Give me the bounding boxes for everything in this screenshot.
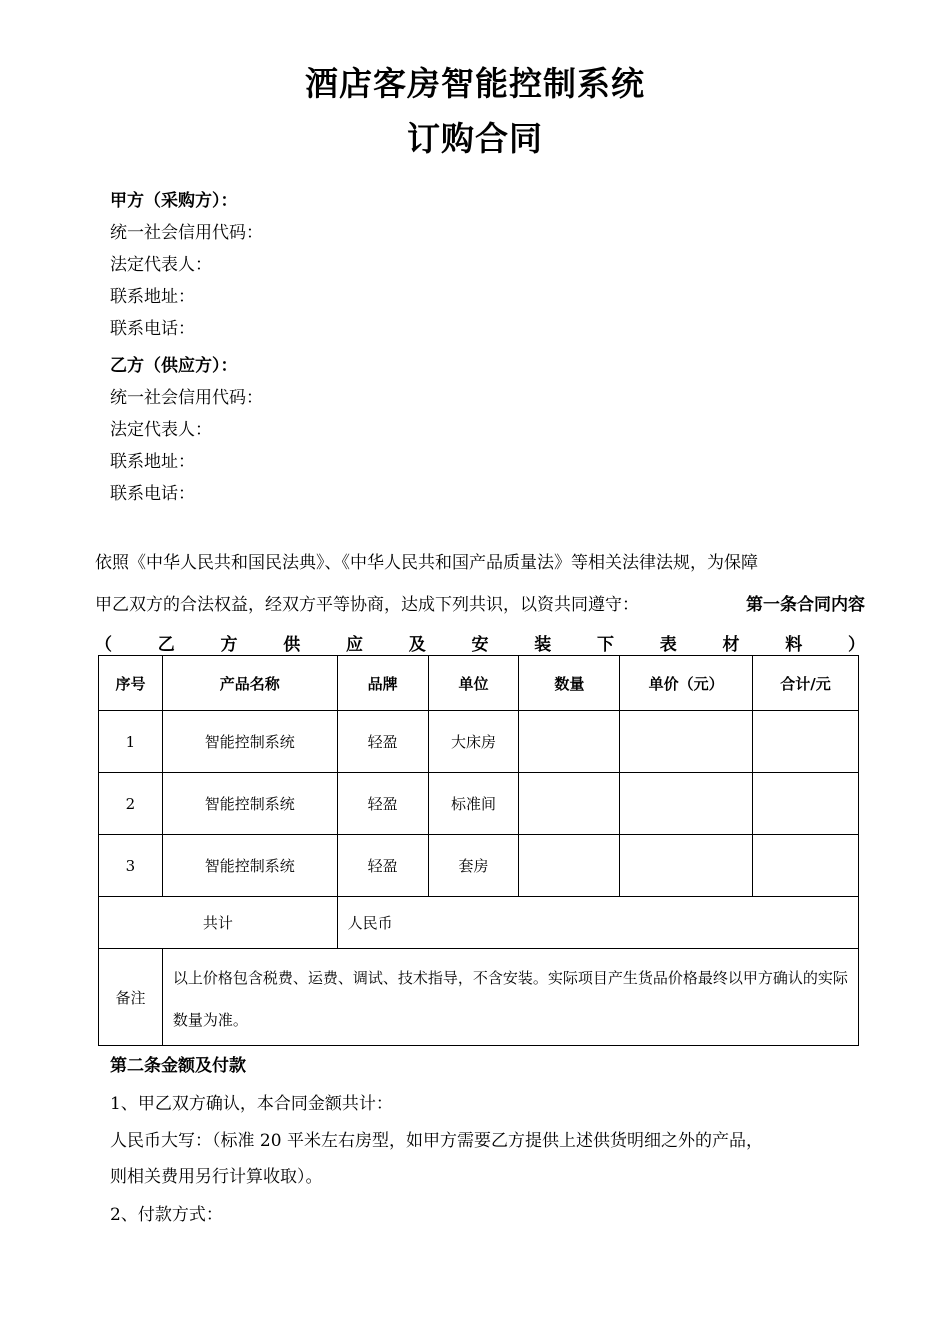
party-a-legal-rep: 法定代表人： (110, 255, 212, 275)
preamble-char: 下 (597, 635, 614, 655)
note-label: 备注 (99, 949, 163, 1046)
preamble-char: 方 (220, 635, 238, 655)
cell-no: 3 (99, 835, 163, 897)
preamble-line2 (95, 590, 865, 615)
cell-unit: 套房 (428, 835, 519, 897)
note-text: 以上价格包含税费、运费、调试、技术指导，不含安装。实际项目产生货品价格最终以甲方确认的实际数量为准。 (162, 949, 858, 1046)
header-total: 合计/元 (753, 656, 859, 711)
preamble-char: 材 (722, 635, 740, 655)
article2-rmb-line2: 则相关费用另行计算收取）。 (110, 1167, 323, 1187)
article1-heading: 第一条合同内容 (746, 595, 865, 615)
total-label: 共计 (99, 897, 338, 949)
header-brand: 品牌 (337, 656, 428, 711)
cell-product: 智能控制系统 (162, 711, 337, 773)
cell-product: 智能控制系统 (162, 835, 337, 897)
cell-qty (519, 711, 620, 773)
article2-rmb-line1: 人民币大写：（标准 20 平米左右房型，如甲方需要乙方提供上述供货明细之外的产品， (110, 1131, 763, 1151)
cell-brand: 轻盈 (337, 773, 428, 835)
header-qty: 数量 (519, 656, 620, 711)
party-b-phone: 联系电话： (110, 484, 195, 504)
party-a-address: 联系地址： (110, 287, 195, 307)
table-row (99, 711, 859, 773)
preamble-char: 安 (471, 635, 489, 655)
party-b-legal-rep: 法定代表人： (110, 420, 212, 440)
article2-item1: 1、甲乙双方确认，本合同金额共计： (110, 1094, 393, 1114)
preamble-char: 料 (785, 635, 803, 655)
header-unit: 单位 (428, 656, 519, 711)
cell-brand: 轻盈 (337, 835, 428, 897)
party-a-heading: 甲方（采购方）： (110, 191, 238, 211)
total-row (99, 897, 859, 949)
total-value: 人民币 (337, 897, 858, 949)
preamble-char: 乙 (157, 635, 175, 655)
cell-total (753, 835, 859, 897)
cell-qty (519, 773, 620, 835)
cell-price (620, 711, 753, 773)
article2-item2: 2、付款方式： (110, 1205, 223, 1225)
materials-table (98, 655, 859, 1046)
preamble-char: 表 (659, 635, 677, 655)
cell-qty (519, 835, 620, 897)
cell-brand: 轻盈 (337, 711, 428, 773)
cell-no: 2 (99, 773, 163, 835)
preamble-char: ） (848, 635, 865, 655)
cell-product: 智能控制系统 (162, 773, 337, 835)
preamble-char: （ (95, 635, 112, 655)
cell-price (620, 773, 753, 835)
header-no: 序号 (99, 656, 163, 711)
preamble-char: 装 (534, 635, 552, 655)
cell-unit: 标准间 (428, 773, 519, 835)
table-row (99, 835, 859, 897)
cell-total (753, 773, 859, 835)
preamble-line3 (95, 630, 865, 655)
party-a-phone: 联系电话： (110, 319, 195, 339)
header-price: 单价（元） (620, 656, 753, 711)
contract-title-line1: 酒店客房智能控制系统 (305, 64, 645, 103)
preamble-char: 应 (346, 635, 363, 655)
article2-heading: 第二条金额及付款 (110, 1056, 246, 1076)
party-a-credit-code: 统一社会信用代码： (110, 223, 263, 243)
cell-price (620, 835, 753, 897)
cell-no: 1 (99, 711, 163, 773)
header-product: 产品名称 (162, 656, 337, 711)
cell-total (753, 711, 859, 773)
party-b-heading: 乙方（供应方）： (110, 356, 238, 376)
table-row (99, 773, 859, 835)
cell-unit: 大床房 (428, 711, 519, 773)
preamble-line2-text: 甲乙双方的合法权益，经双方平等协商，达成下列共识，以资共同遵守： (95, 595, 639, 615)
preamble-line1: 依照《中华人民共和国民法典》、《中华人民共和国产品质量法》等相关法律法规，为保障 (95, 553, 758, 573)
note-row (99, 949, 859, 1046)
preamble-char: 及 (408, 635, 426, 655)
table-header-row (99, 656, 859, 711)
contract-title-line2: 订购合同 (407, 119, 543, 158)
party-b-address: 联系地址： (110, 452, 195, 472)
preamble-char: 供 (283, 635, 301, 655)
party-b-credit-code: 统一社会信用代码： (110, 388, 263, 408)
